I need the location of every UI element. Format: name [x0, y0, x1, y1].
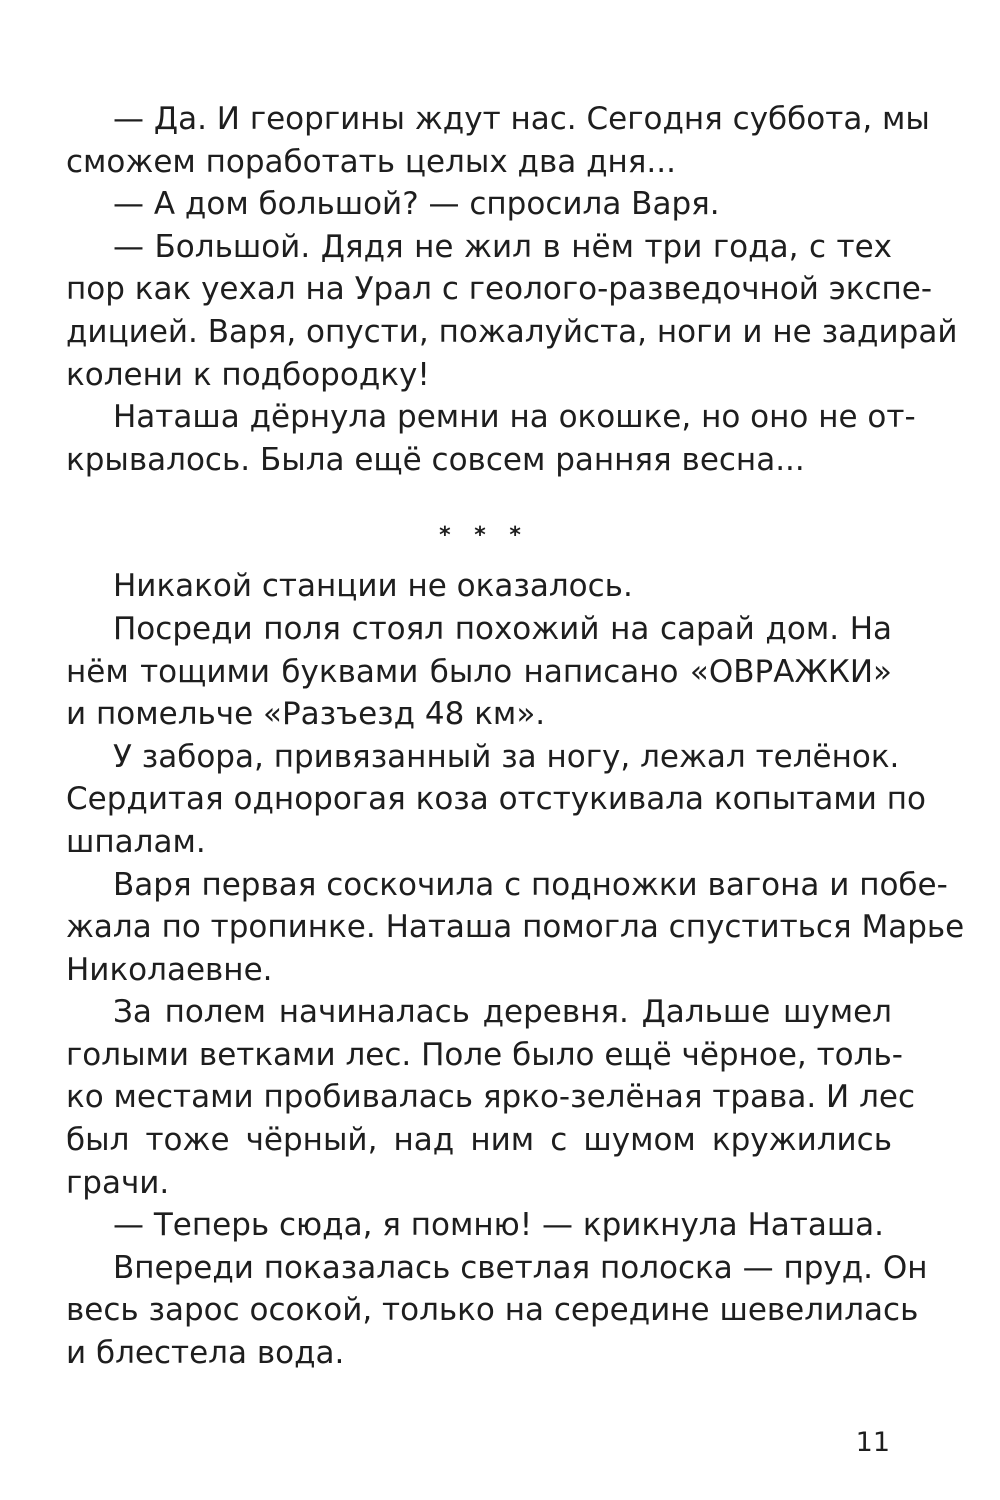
paragraph-line: Посреди поля стоял похожий на сарай дом. На — [113, 610, 892, 647]
book-page-text — [66, 98, 965, 1375]
paragraph-line: дицией. Варя, опусти, пожалуйста, ноги и не задирай — [66, 313, 958, 350]
paragraph-line: Наташа дёрнула ремни на окошке, но оно не от- — [113, 399, 916, 436]
paragraph-line: грачи. — [66, 1164, 170, 1201]
paragraph-line: Николаевне. — [66, 951, 273, 988]
paragraph-line: и помельче «Разъезд 48 км». — [66, 696, 546, 733]
paragraph-line: пор как уехал на Урал с геолого-разведочной экспе- — [66, 271, 933, 308]
paragraph-line: жала по тропинке. Наташа помогла спуститься Марье — [66, 909, 965, 946]
paragraph-line: — А дом большой? — спросила Варя. — [113, 186, 720, 223]
paragraph-line: весь зарос осокой, только на середине шевелилась — [66, 1292, 919, 1329]
page-number: 11 — [855, 1427, 890, 1458]
paragraph-line: — Теперь сюда, я помню! — крикнула Наташа. — [113, 1207, 885, 1244]
paragraph-line: голыми ветками лес. Поле было ещё чёрное, толь- — [66, 1036, 903, 1073]
paragraph-line: крывалось. Была ещё совсем ранняя весна... — [66, 441, 805, 478]
paragraph-line: ко местами пробивалась ярко-зелёная трава. И лес — [66, 1079, 916, 1116]
paragraph-line: У забора, привязанный за ногу, лежал телёнок. — [113, 738, 900, 775]
paragraph-line: Никакой станции не оказалось. — [113, 568, 633, 605]
paragraph-line: Впереди показалась светлая полоска — пруд. Он — [113, 1249, 928, 1286]
paragraph-line: — Да. И георгины ждут нас. Сегодня суббота, мы — [113, 101, 930, 137]
paragraph-line: Сердитая однорогая коза отстукивала копытами по — [66, 781, 927, 818]
paragraph-line: — Большой. Дядя не жил в нём три года, с тех — [113, 228, 892, 265]
paragraph-line: Варя первая соскочила с подножки вагона и побе- — [113, 866, 948, 903]
paragraph-line: и блестела вода. — [66, 1335, 345, 1372]
paragraph-line: колени к подбородку! — [66, 356, 430, 393]
paragraph-line: нём тощими буквами было написано «ОВРАЖКИ» — [66, 653, 892, 690]
paragraph-line: За полем начиналась деревня. Дальше шумел — [113, 994, 892, 1031]
paragraph-line: был тоже чёрный, над ним с шумом кружились — [66, 1122, 892, 1159]
paragraph-line: шпалам. — [66, 823, 206, 860]
section-separator: * * * — [439, 523, 529, 549]
paragraph-line: сможем поработать целых два дня... — [66, 143, 676, 180]
